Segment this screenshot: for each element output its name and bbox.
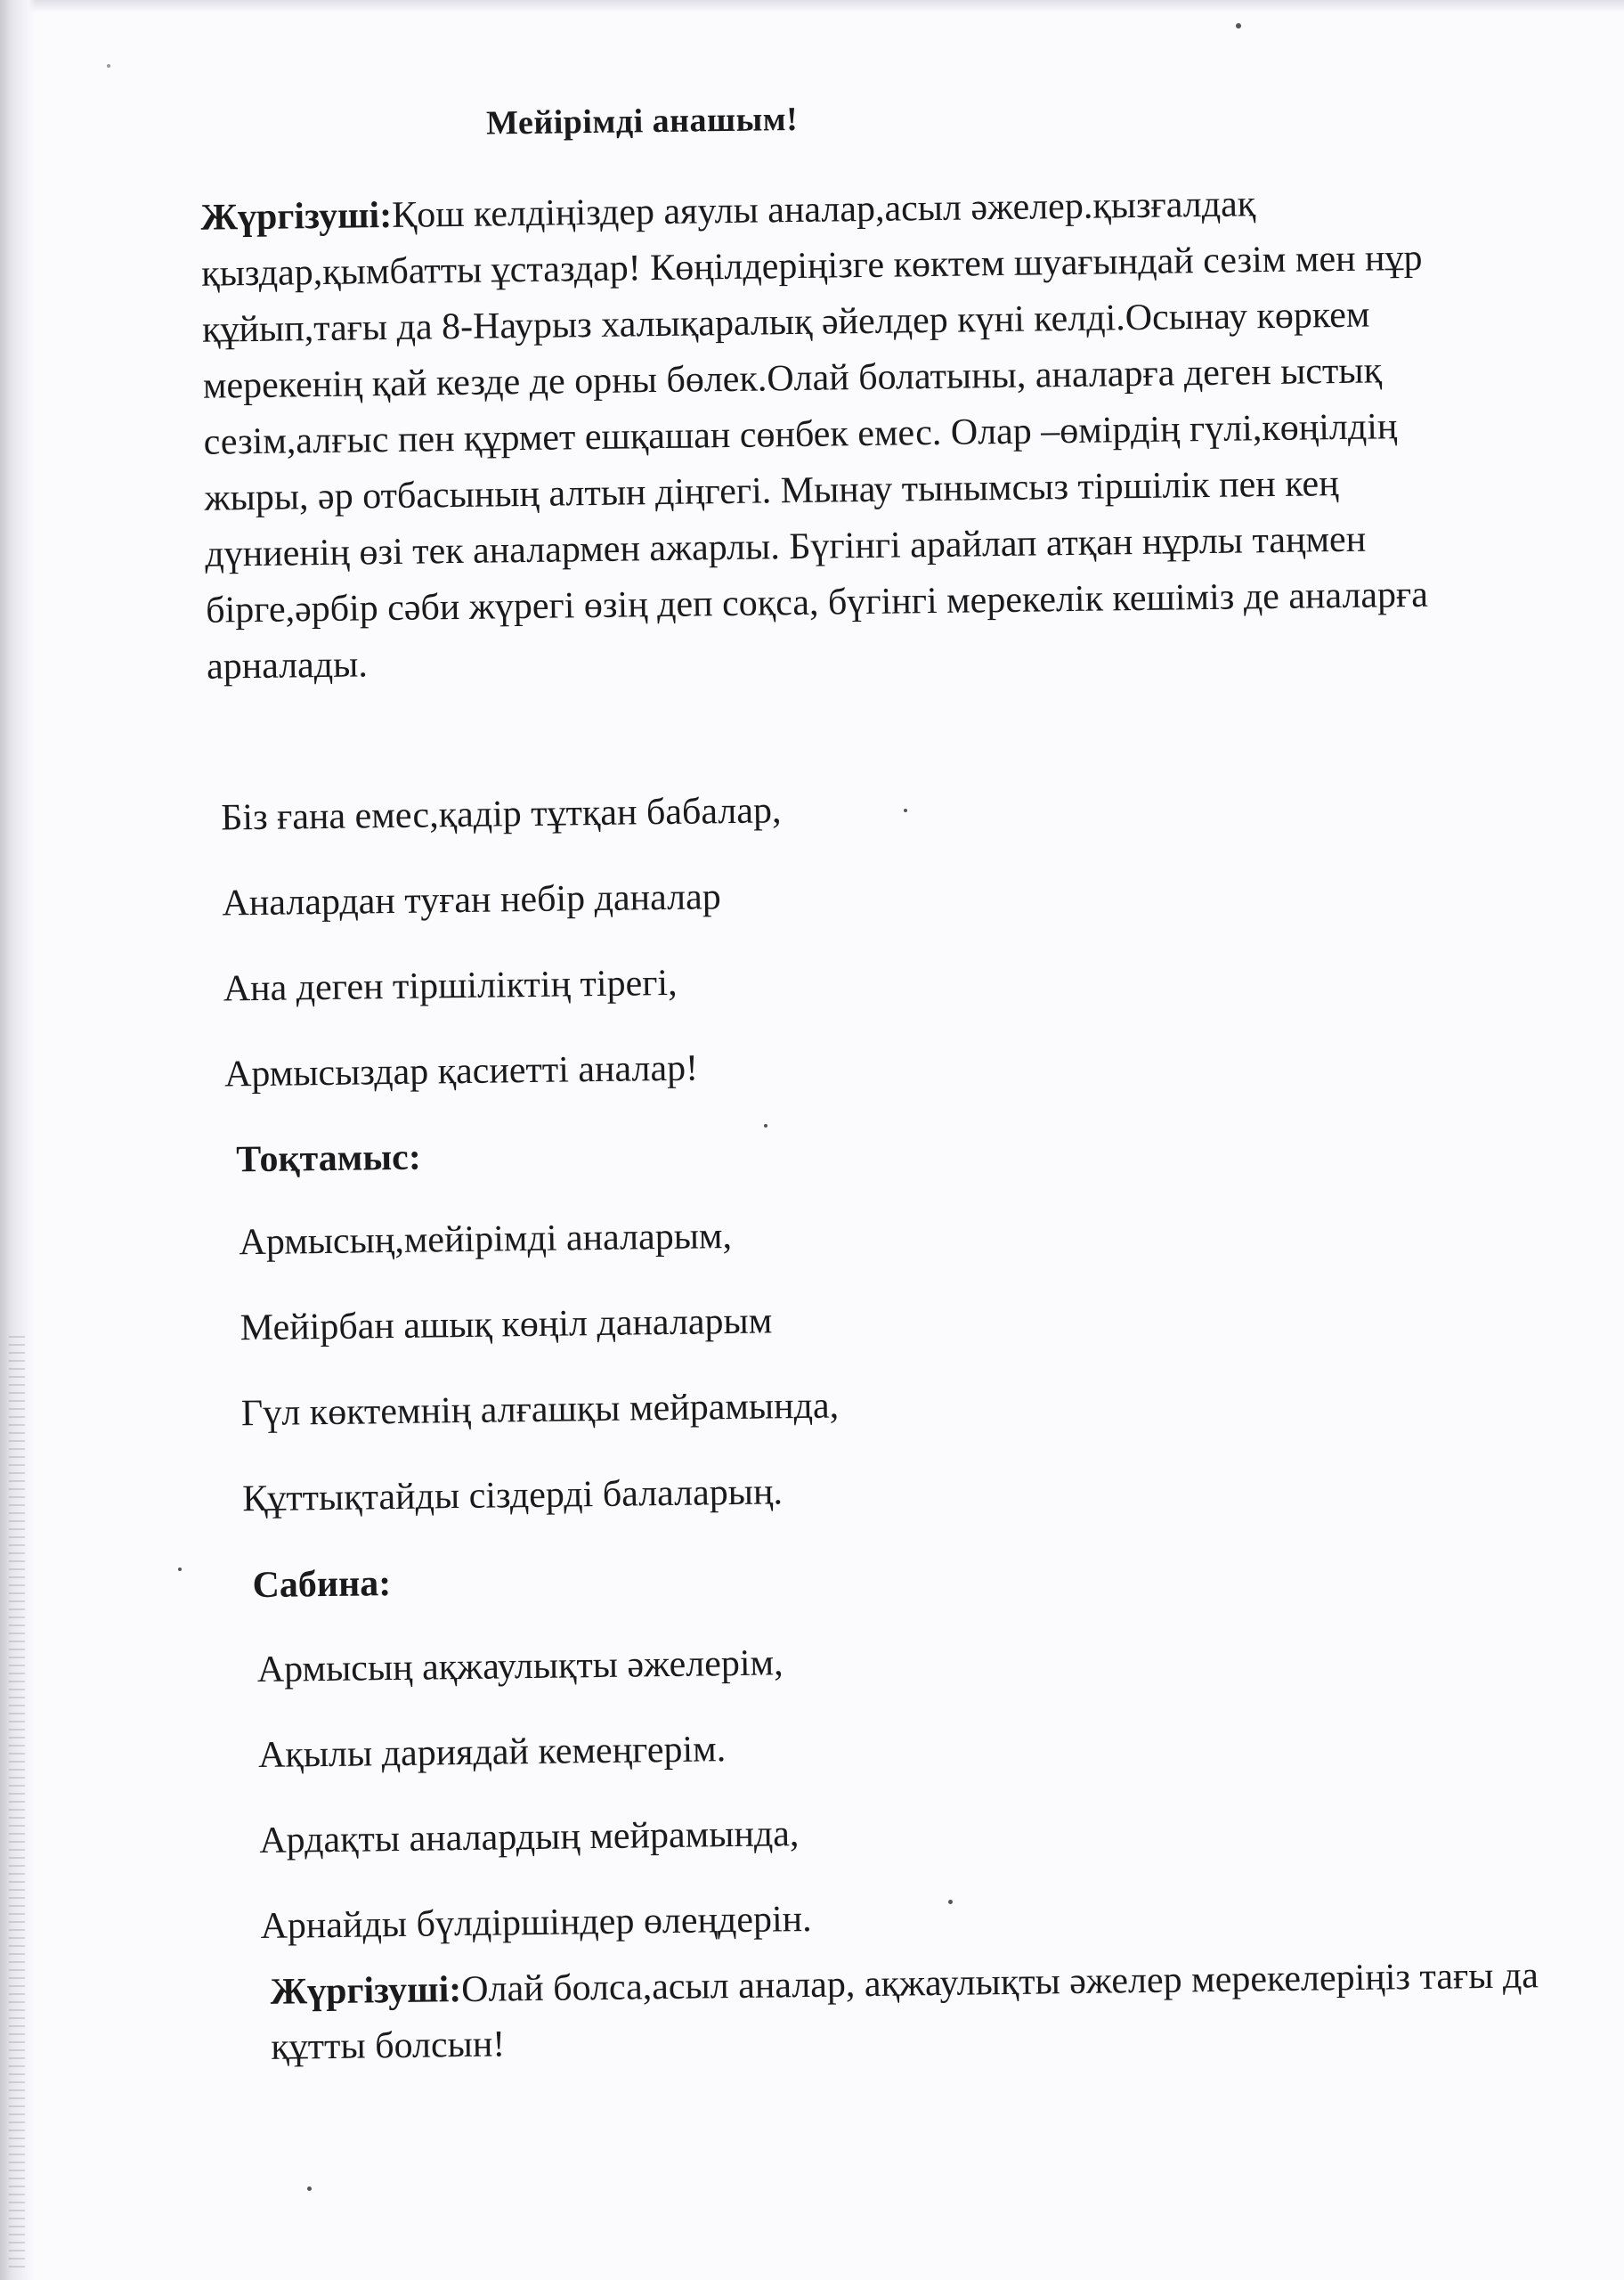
poem-line: Армысың ақжаулықты әжелерім,: [256, 1642, 784, 1691]
poem-line: Армысыздар қасиетті аналар!: [223, 1047, 699, 1095]
outro-speaker: Жүргізуші:: [270, 1969, 462, 2013]
poem-line: Арнайды бүлдіршіндер өлеңдерін.: [260, 1898, 812, 1948]
intro-speaker: Жүргізуші:: [200, 194, 393, 239]
document-title: Мейірімді анашым!: [485, 100, 799, 142]
poem-line: Гүл көктемнің алғашқы мейрамында,: [240, 1385, 840, 1435]
outro-text: Олай болса,асыл аналар, ақжаулықты әжелер мерекелеріңіз тағы да құтты болсын!: [271, 1955, 1539, 2068]
speaker-label: Сабина:: [252, 1563, 392, 1607]
poem-line: Армысың,мейірімді аналарым,: [239, 1216, 733, 1264]
poem-line: Ана деген тіршіліктің тірегі,: [223, 962, 678, 1010]
poem-line: Ардақты аналардың мейрамында,: [258, 1813, 800, 1862]
poem-line: Құттықтайды сіздерді балаларың.: [241, 1471, 784, 1520]
poem-line: Біз ғана емес,қадір тұтқан бабалар,: [220, 790, 782, 839]
poem-1: [221, 788, 785, 1137]
outro-paragraph: [270, 1948, 1553, 2075]
poem-line: Мейірбан ашық көңіл даналарым: [240, 1300, 773, 1349]
intro-text: Қош келдіңіздер аяулы аналар,асыл әжелер.қызғалдақ қыздар,қымбатты ұстаздар! Көңілдеріңізге көктем шуағындай сезім мен нұр құйып,тағы да 8-Наурыз халықаралық әйелдер күні келді.Осынау көркем мерекенің қай кезде де орны бөлек.Олай болатыны, аналарға деген ыстық сезім,алғыс пен құрмет ешқашан сөнбек емес. Олар –өмірдің гүлі,көңілдің жыры, әр отбасының алтын діңгегі. Мынау тынымсыз тіршілік пен кең дүниенің өзі тек аналармен ажарлы. Бүгінгі арайлап атқан нұрлы таңмен бірге,әрбір сәби жүрегі өзің деп соқса, бүгінгі мерекелік кешіміз де аналарға арналады.: [200, 183, 1429, 688]
speaker-label: Тоқтамыс:: [235, 1136, 422, 1181]
poem-line: Ақылы дариядай кемеңгерім.: [257, 1729, 727, 1777]
poem-line: Аналардан туған небір даналар: [222, 876, 722, 924]
intro-paragraph: [200, 174, 1489, 696]
poem-3: [256, 1641, 812, 1990]
poem-2: [239, 1213, 840, 1563]
